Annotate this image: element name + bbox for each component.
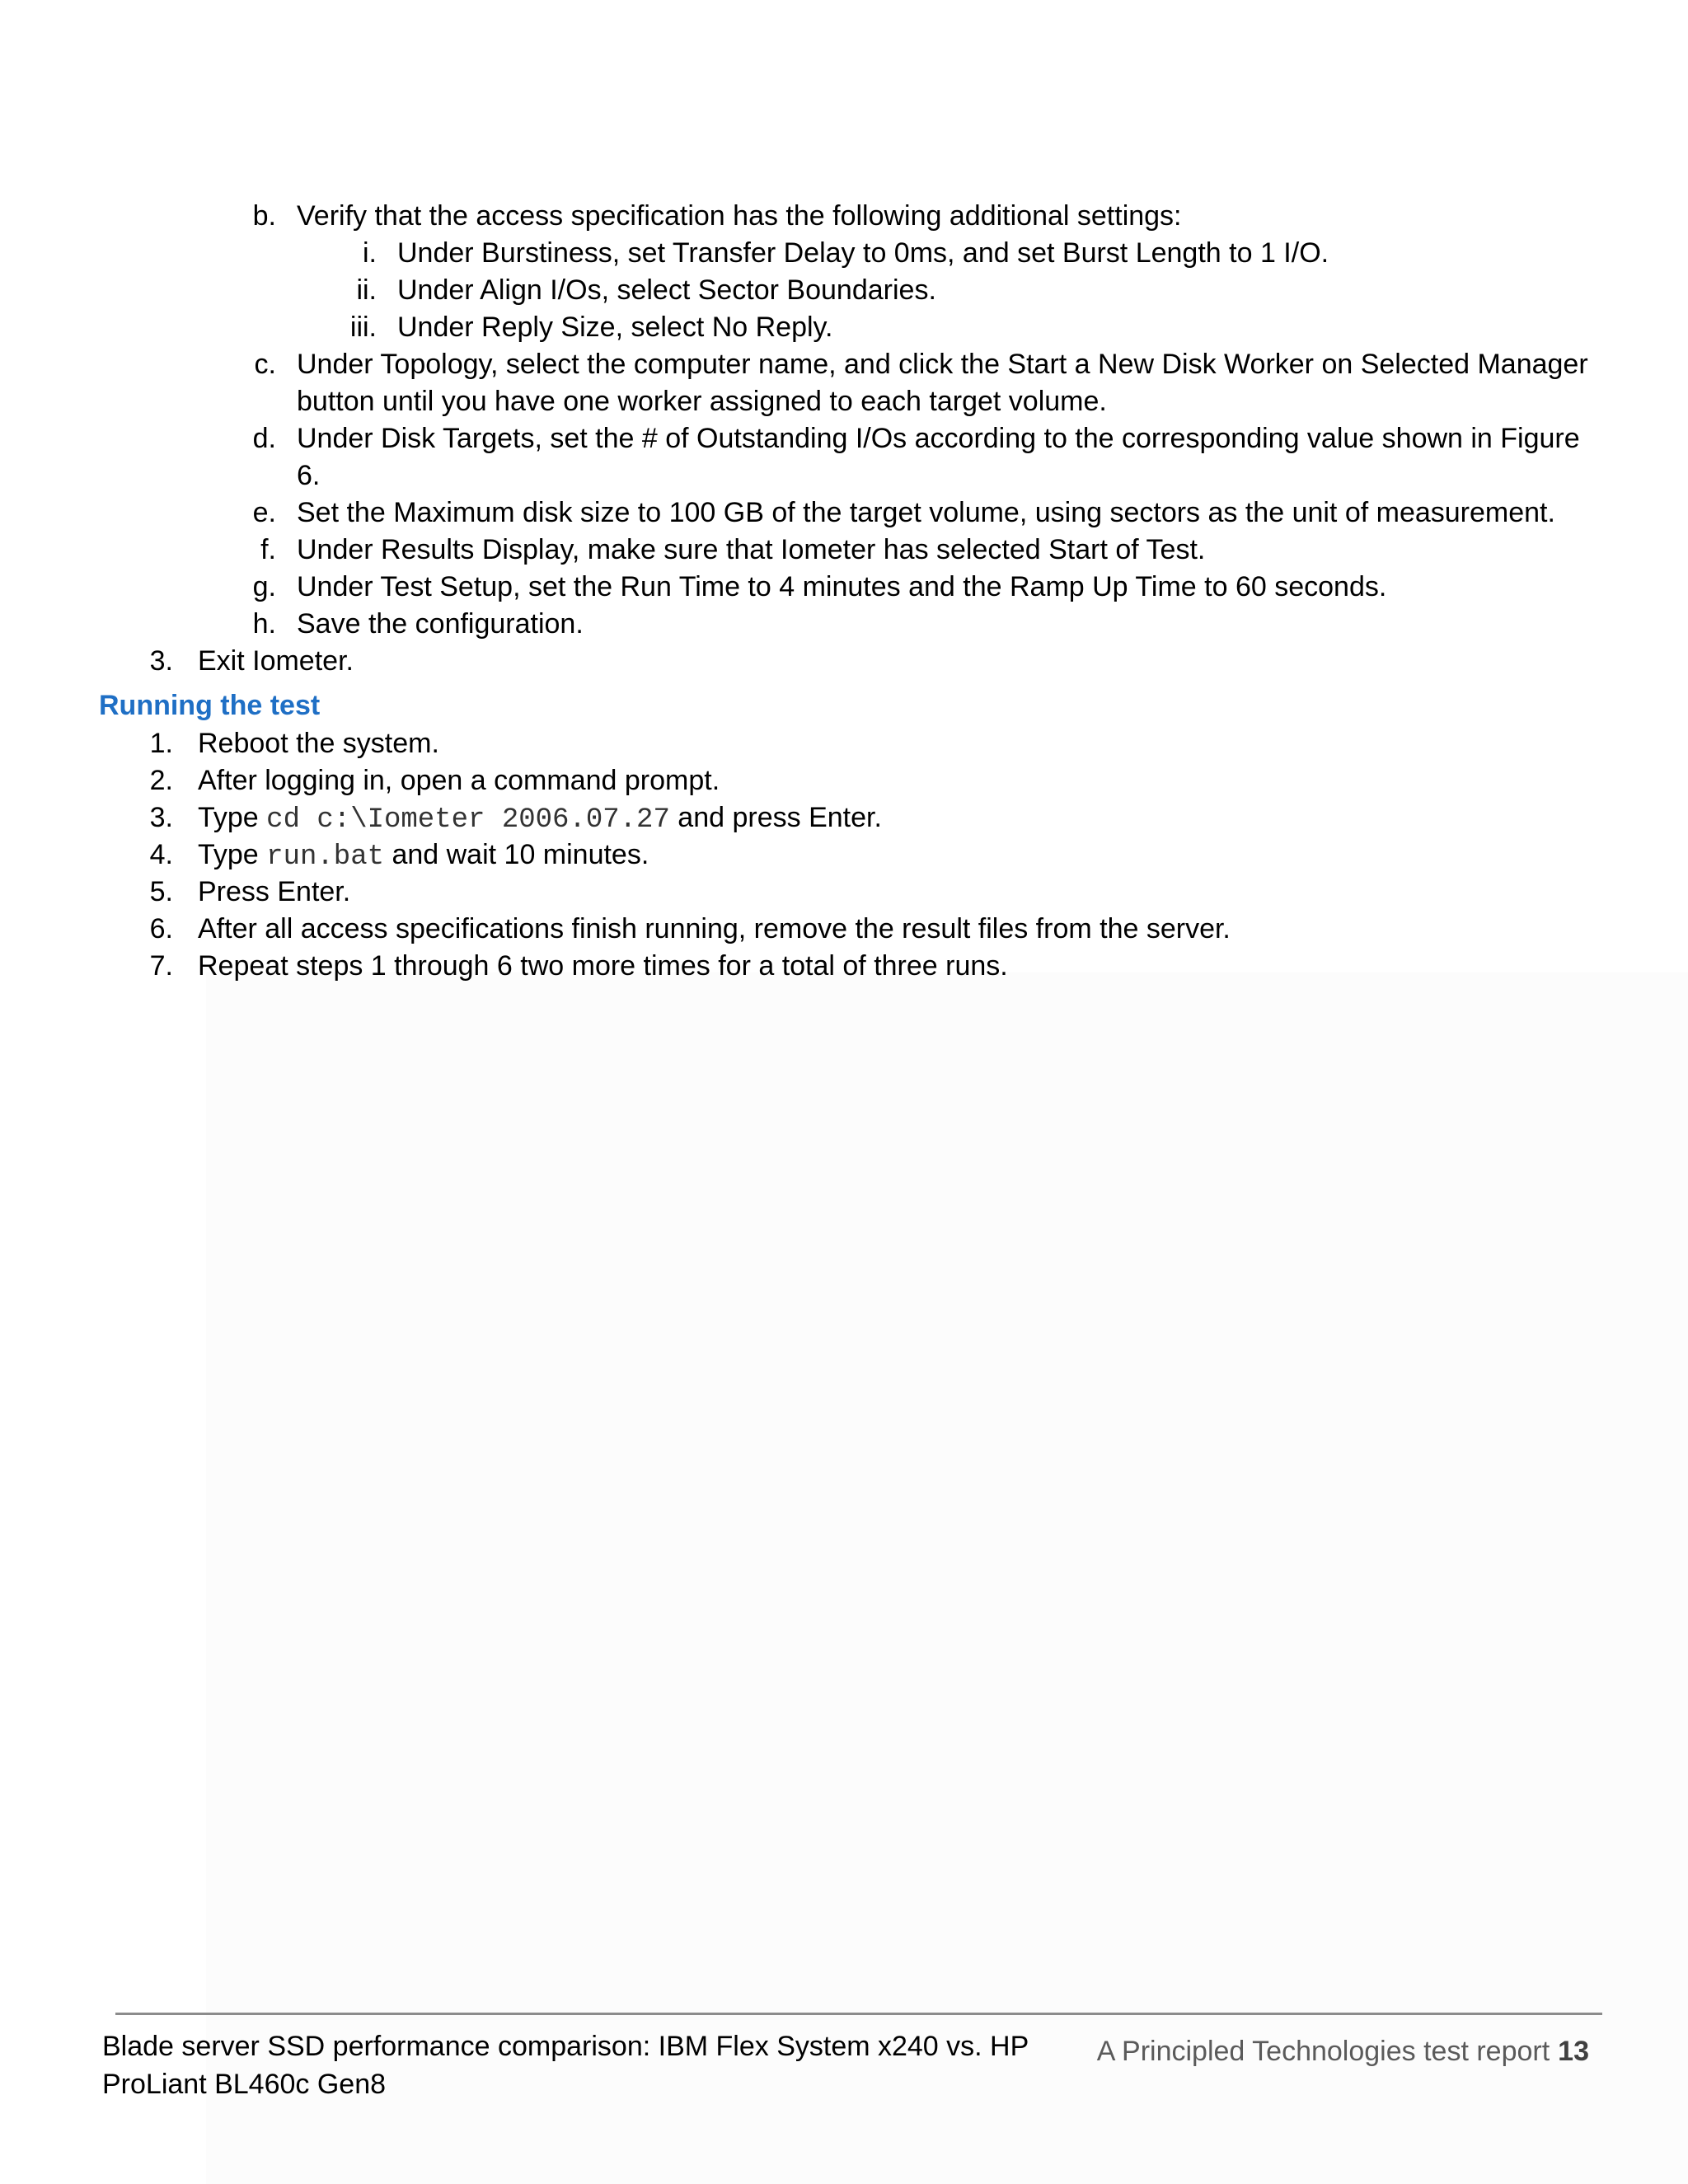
list-item-text: Under Align I/Os, select Sector Boundaries. <box>397 274 936 306</box>
list-marker: b. <box>252 200 276 232</box>
list-item <box>149 799 882 838</box>
list-item <box>149 911 1231 947</box>
list-marker: f. <box>260 534 276 565</box>
report-label: A Principled Technologies test report <box>1096 2036 1550 2067</box>
list-item <box>149 948 1008 984</box>
list-item <box>252 569 1387 605</box>
list-item-text: After logging in, open a command prompt. <box>198 765 720 796</box>
list-item <box>149 725 439 762</box>
list-item <box>260 532 1206 568</box>
list-item-text: Repeat steps 1 through 6 two more times for a total of three runs. <box>198 950 1008 982</box>
list-item-text: After all access specifications finish running, remove the result files from the server. <box>198 913 1231 944</box>
list-item-text: button until you have one worker assigned to each target volume. <box>297 386 1107 417</box>
list-marker: 6. <box>149 913 173 944</box>
list-item <box>252 494 1555 531</box>
list-marker: 5. <box>149 876 173 907</box>
list-item-text: Save the configuration. <box>297 608 584 640</box>
list-item-text: Verify that the access specification has the following additional settings: <box>297 200 1182 232</box>
list-item-text: Under Results Display, make sure that Iometer has selected Start of Test. <box>297 534 1206 565</box>
list-item <box>252 198 1182 234</box>
list-item <box>149 874 351 910</box>
list-marker: 4. <box>149 839 173 870</box>
footer-report-label <box>1097 2032 1589 2070</box>
list-item-continuation <box>297 457 320 494</box>
list-item <box>252 420 1580 457</box>
list-item <box>349 309 833 345</box>
list-item <box>252 606 584 642</box>
list-marker: c. <box>254 349 276 380</box>
command-code: cd c:\Iometer 2006.07.27 <box>266 804 670 836</box>
list-item-text: Under Topology, select the computer name, and click the Start a New Disk Worker on Selected Manager <box>297 349 1588 380</box>
list-item-text: Press Enter. <box>198 876 351 907</box>
list-marker: g. <box>252 571 276 602</box>
list-marker: d. <box>252 423 276 454</box>
list-item-text: Set the Maximum disk size to 100 GB of the target volume, using sectors as the unit of measurement. <box>297 497 1555 528</box>
list-item <box>149 643 354 679</box>
list-item <box>363 235 1329 271</box>
list-item <box>356 272 936 308</box>
footer-document-title <box>102 2027 1029 2103</box>
list-item-continuation <box>297 383 1107 419</box>
list-item <box>149 837 649 875</box>
list-item-text: Under Test Setup, set the Run Time to 4 minutes and the Ramp Up Time to 60 seconds. <box>297 571 1387 602</box>
list-item-text: and press Enter. <box>669 802 882 833</box>
list-item-text: Under Disk Targets, set the # of Outstanding I/Os according to the corresponding value shown in Figure <box>297 423 1580 454</box>
footer-title-line: ProLiant BL460c Gen8 <box>102 2069 387 2100</box>
list-item-text: Exit Iometer. <box>198 645 354 677</box>
list-marker: 3. <box>149 802 173 833</box>
list-item-text: Under Burstiness, set Transfer Delay to 0ms, and set Burst Length to 1 I/O. <box>397 237 1329 269</box>
list-item <box>149 762 720 799</box>
footer-title-line: Blade server SSD performance comparison: IBM Flex System x240 vs. HP <box>102 2031 1029 2062</box>
list-marker: 7. <box>149 950 173 982</box>
list-marker: ii. <box>356 274 377 306</box>
list-marker: 2. <box>149 765 173 796</box>
list-marker: h. <box>252 608 276 640</box>
list-item <box>254 346 1588 382</box>
footer-divider <box>115 2013 1602 2015</box>
page-background <box>206 972 1688 2184</box>
section-heading: Running the test <box>99 690 321 721</box>
list-item-text: Under Reply Size, select No Reply. <box>397 312 833 343</box>
list-marker: 1. <box>149 728 173 759</box>
list-marker: iii. <box>349 312 377 343</box>
list-item-text: Type <box>198 802 267 833</box>
list-marker: 3. <box>149 645 173 677</box>
list-item-text: Reboot the system. <box>198 728 439 759</box>
command-code: run.bat <box>266 841 384 873</box>
list-marker: i. <box>363 237 377 269</box>
page-number: 13 <box>1558 2036 1589 2067</box>
list-item-text: and wait 10 minutes. <box>384 839 649 870</box>
list-item-text: 6. <box>297 460 321 491</box>
list-item-text: Type <box>198 839 267 870</box>
list-marker: e. <box>252 497 276 528</box>
